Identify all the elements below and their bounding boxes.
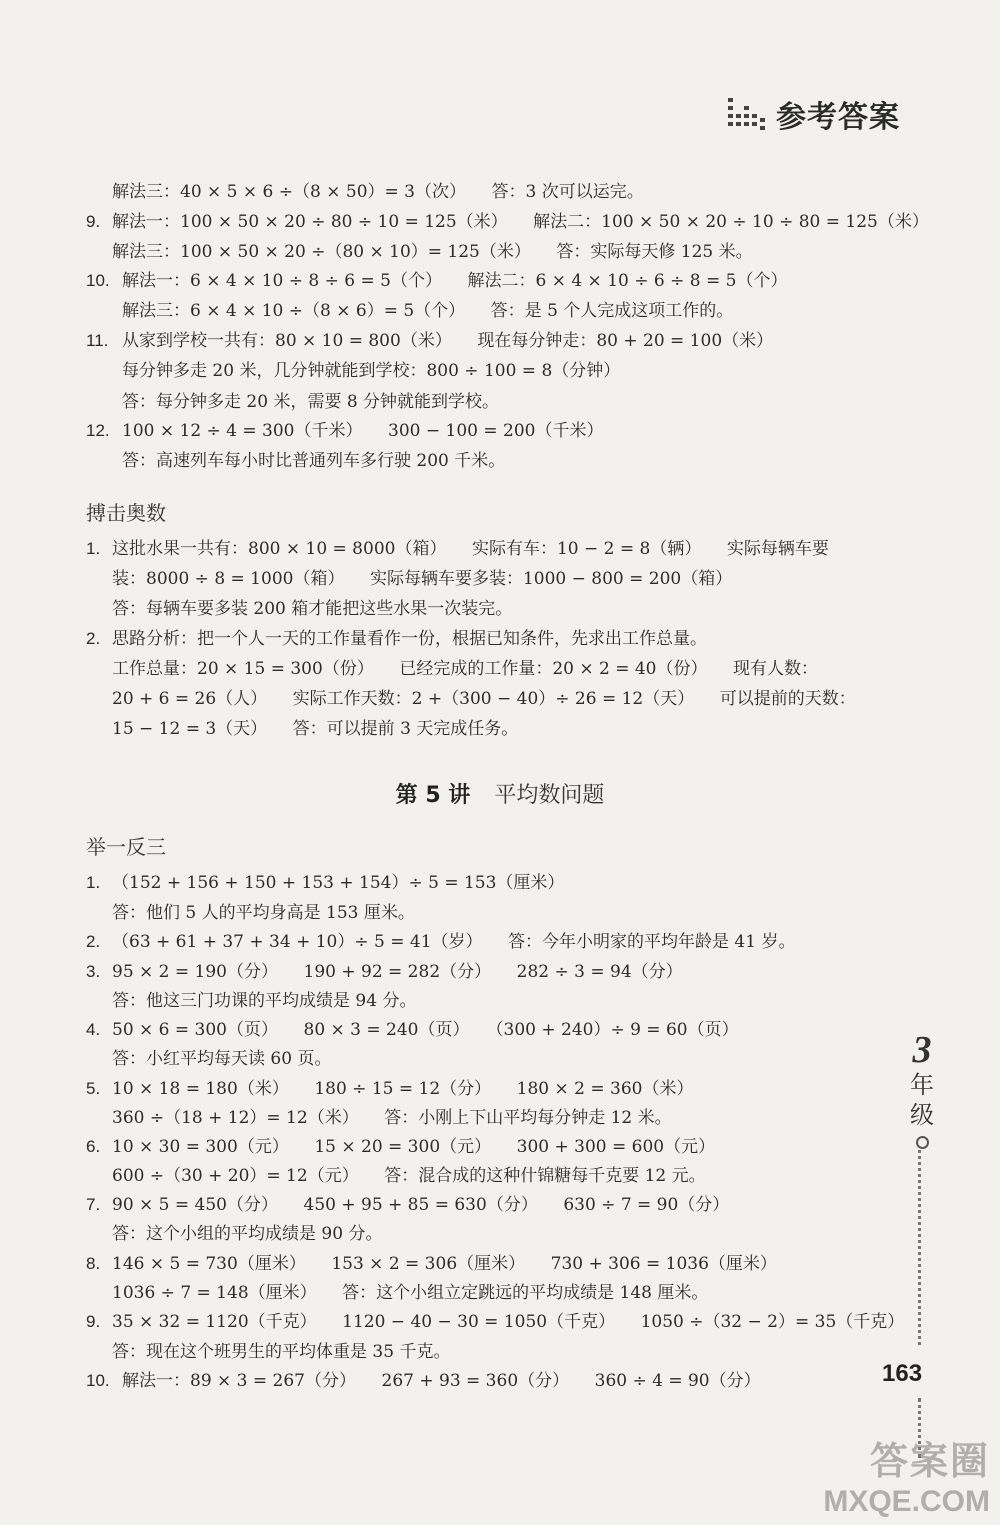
- circle-marker-icon: [916, 1136, 929, 1149]
- line-text: 1036 ÷ 7 = 148（厘米） 答：这个小组立定跳远的平均成绩是 148 厘米。: [112, 1283, 709, 1303]
- line-text: 装：8000 ÷ 8 = 1000（箱） 实际每辆车要多装：1000 − 800 = 200（箱）: [112, 569, 733, 589]
- line-text: 答：高速列车每小时比普通列车多行驶 200 千米。: [122, 451, 506, 471]
- line-text: 从家到学校一共有：80 × 10 = 800（米） 现在每分钟走：80 + 20 = 100（米）: [122, 331, 774, 351]
- chapter-heading: [0, 778, 1000, 809]
- line-text: 100 × 12 ÷ 4 = 300（千米） 300 − 100 = 200（千米）: [122, 421, 604, 441]
- answer-line: [112, 568, 732, 590]
- item-number: 10.: [86, 271, 110, 290]
- answer-line: [112, 241, 753, 263]
- answer-line: [122, 450, 505, 472]
- watermark-site: MXQE.COM: [823, 1485, 990, 1518]
- answer-line: [86, 931, 795, 953]
- answer-line: [86, 538, 829, 560]
- line-text: 答：他们 5 人的平均身高是 153 厘米。: [112, 903, 415, 923]
- answer-line: [112, 1048, 331, 1070]
- line-text: 600 ÷（30 + 20）= 12（元） 答：混合成的这种什锦糖每千克要 12 元。: [112, 1166, 706, 1186]
- answer-line: [86, 1253, 777, 1275]
- answer-line: [112, 688, 856, 710]
- item-number: 1.: [86, 539, 101, 558]
- line-text: 答：小红平均每天读 60 页。: [112, 1049, 332, 1069]
- item-number: 2.: [86, 629, 101, 648]
- answer-line: [86, 270, 787, 292]
- line-text: 思路分析：把一个人一天的工作量看作一份，根据已知条件，先求出工作总量。: [112, 629, 707, 649]
- item-number: 5.: [86, 1079, 101, 1098]
- item-number: 6.: [86, 1137, 101, 1156]
- answer-line: [122, 300, 733, 322]
- answer-line: [112, 902, 415, 924]
- line-text: 这批水果一共有：800 × 10 = 8000（箱） 实际有车：10 − 2 = 8（辆） 实际每辆车要: [112, 539, 829, 559]
- line-text: 解法三：6 × 4 × 10 ÷（8 × 6）= 5（个） 答：是 5 个人完成这项工作的。: [122, 301, 734, 321]
- answer-line: [112, 1223, 382, 1245]
- line-text: 答：每分钟多走 20 米，需要 8 分钟就能到学校。: [122, 392, 500, 412]
- grade-label-ji: 级: [910, 1101, 934, 1129]
- chapter-title: 第 5 讲: [395, 783, 471, 808]
- line-text: 50 × 6 = 300（页） 80 × 3 = 240（页） （300 + 240）÷ 9 = 60（页）: [112, 1020, 739, 1040]
- item-number: 7.: [86, 1195, 101, 1214]
- answer-line: [112, 658, 818, 680]
- page-number: 163: [882, 1360, 923, 1387]
- grade-number: 3: [912, 1029, 932, 1071]
- bar-logo-icon: [726, 94, 768, 134]
- answer-line: [112, 181, 644, 203]
- line-text: 90 × 5 = 450（分） 450 + 95 + 85 = 630（分） 630 ÷ 7 = 90（分）: [112, 1195, 730, 1215]
- section-title-olympiad: 搏击奥数: [86, 501, 166, 525]
- item-number: 9.: [86, 1312, 101, 1331]
- line-text: 10 × 30 = 300（元） 15 × 20 = 300（元） 300 + 300 = 600（元）: [112, 1137, 716, 1157]
- answer-line: [86, 420, 603, 442]
- answer-line: [86, 1136, 715, 1158]
- answer-line: [112, 1341, 450, 1363]
- answer-line: [86, 1194, 729, 1216]
- line-text: 解法一：100 × 50 × 20 ÷ 80 ÷ 10 = 125（米） 解法二：100 × 50 × 20 ÷ 10 ÷ 80 = 125（米）: [112, 212, 929, 232]
- line-text: 10 × 18 = 180（米） 180 ÷ 15 = 12（分） 180 × 2 = 360（米）: [112, 1079, 694, 1099]
- answer-line: [86, 1311, 904, 1333]
- line-text: 15 − 12 = 3（天） 答：可以提前 3 天完成任务。: [112, 719, 519, 739]
- line-text: 360 ÷（18 + 12）= 12（米） 答：小刚上下山平均每分钟走 12 米。: [112, 1108, 672, 1128]
- answer-line: [86, 872, 564, 894]
- item-number: 9.: [86, 212, 101, 231]
- answer-line: [112, 1282, 708, 1304]
- line-text: 答：他这三门功课的平均成绩是 94 分。: [112, 991, 417, 1011]
- answer-line: [86, 1019, 739, 1041]
- item-number: 8.: [86, 1254, 101, 1273]
- answer-line: [86, 330, 773, 352]
- answer-line: [112, 598, 512, 620]
- chapter-subtitle: 平均数问题: [494, 783, 605, 808]
- line-text: 解法一：89 × 3 = 267（分） 267 + 93 = 360（分） 360 ÷ 4 = 90（分）: [122, 1371, 761, 1391]
- answer-line: [122, 391, 499, 413]
- item-number: 2.: [86, 932, 101, 951]
- grade-tab: [902, 1030, 942, 1149]
- answer-line: [112, 1107, 672, 1129]
- answer-line: [112, 990, 416, 1012]
- line-text: （63 + 61 + 37 + 34 + 10）÷ 5 = 41（岁） 答：今年小明家的平均年龄是 41 岁。: [112, 932, 796, 952]
- answer-line: [112, 1165, 706, 1187]
- section-title-practice: 举一反三: [86, 835, 166, 859]
- watermark: [823, 1430, 990, 1519]
- line-text: （152 + 156 + 150 + 153 + 154）÷ 5 = 153（厘米）: [112, 873, 565, 893]
- grade-label-nian: 年: [910, 1071, 934, 1099]
- answer-line: [122, 360, 620, 382]
- item-number: 10.: [86, 1371, 110, 1390]
- line-text: 答：每辆车要多装 200 箱才能把这些水果一次装完。: [112, 599, 513, 619]
- watermark-chars: 答案圈: [869, 1439, 990, 1483]
- line-text: 146 × 5 = 730（厘米） 153 × 2 = 306（厘米） 730 + 306 = 1036（厘米）: [112, 1254, 777, 1274]
- line-text: 35 × 32 = 1120（千克） 1120 − 40 − 30 = 1050（千克） 1050 ÷（32 − 2）= 35（千克）: [112, 1312, 905, 1332]
- header-title: 参考答案: [776, 100, 900, 135]
- dotted-divider: [918, 1150, 921, 1345]
- item-number: 3.: [86, 962, 101, 981]
- answer-line: [86, 211, 929, 233]
- item-number: 11.: [86, 331, 109, 350]
- line-text: 95 × 2 = 190（分） 190 + 92 = 282（分） 282 ÷ 3 = 94（分）: [112, 962, 683, 982]
- answer-line: [86, 961, 683, 983]
- line-text: 解法三：100 × 50 × 20 ÷（80 × 10）= 125（米） 答：实际每天修 125 米。: [112, 242, 753, 262]
- answer-line: [86, 628, 707, 650]
- line-text: 每分钟多走 20 米，几分钟就能到学校：800 ÷ 100 = 8（分钟）: [122, 361, 621, 381]
- answer-line: [112, 718, 518, 740]
- line-text: 答：现在这个班男生的平均体重是 35 千克。: [112, 1342, 451, 1362]
- item-number: 4.: [86, 1020, 101, 1039]
- item-number: 12.: [86, 421, 110, 440]
- line-text: 20 + 6 = 26（人） 实际工作天数：2 +（300 − 40）÷ 26 = 12（天） 可以提前的天数：: [112, 689, 856, 709]
- line-text: 答：这个小组的平均成绩是 90 分。: [112, 1224, 383, 1244]
- answer-line: [86, 1370, 761, 1392]
- page-header: [726, 92, 900, 136]
- item-number: 1.: [86, 873, 101, 892]
- line-text: 解法一：6 × 4 × 10 ÷ 8 ÷ 6 = 5（个） 解法二：6 × 4 × 10 ÷ 6 ÷ 8 = 5（个）: [122, 271, 788, 291]
- line-text: 工作总量：20 × 15 = 300（份） 已经完成的工作量：20 × 2 = 40（份） 现有人数：: [112, 659, 818, 679]
- answer-line: [86, 1078, 693, 1100]
- line-text: 解法三：40 × 5 × 6 ÷（8 × 50）= 3（次） 答：3 次可以运完。: [112, 182, 644, 202]
